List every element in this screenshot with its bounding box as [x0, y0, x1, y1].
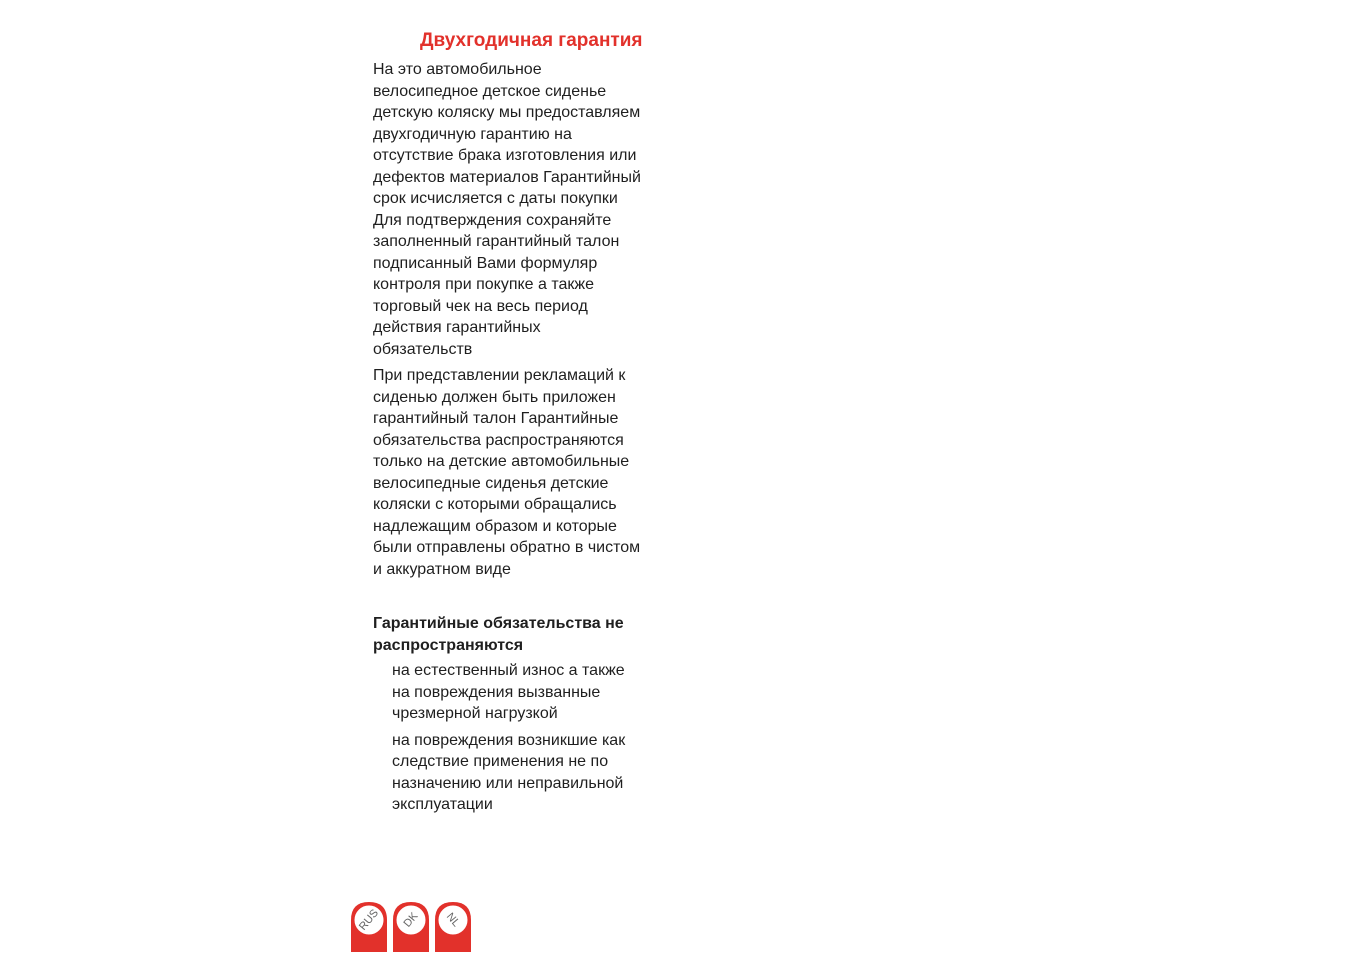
text-line: двухгодичную гарантию на [373, 125, 572, 143]
text-line: эксплуатации [392, 796, 493, 813]
text-line: на естественный износ а также [392, 662, 625, 679]
text-line: Для подтверждения сохраняйте [373, 211, 612, 229]
text-line: заполненный гарантийный талон [373, 233, 620, 250]
text-line: отсутствие брака изготовления или [373, 147, 637, 164]
text-line: и аккуратном виде [373, 560, 511, 578]
text-line: обязательств [373, 340, 473, 358]
list-item [392, 730, 665, 816]
text-line: коляски с которыми обращались [373, 496, 617, 513]
text-line: контроля при покупке а также [373, 276, 594, 293]
text-line: велосипедные сиденья детские [373, 474, 609, 492]
text-line: чрезмерной нагрузкой [392, 705, 558, 722]
language-tab-rus[interactable] [351, 902, 387, 952]
warranty-section [373, 28, 665, 821]
warranty-paragraph-2 [373, 365, 665, 580]
text-line: следствие применения не по [392, 753, 609, 770]
text-line: были отправлены обратно в чистом [373, 539, 641, 556]
warranty-paragraph-1 [373, 59, 665, 360]
exclusions-list [373, 660, 665, 816]
tab-label: RUS [356, 907, 382, 933]
text-line: только на детские автомобильные [373, 453, 630, 470]
text-line: надлежащим образом и которые [373, 517, 617, 535]
text-line: велосипедное детское сиденье [373, 82, 607, 100]
language-tab-nl[interactable] [435, 902, 471, 952]
text-line: гарантийный талон Гарантийные [373, 410, 619, 427]
text-line: детскую коляску мы предоставляем [373, 104, 641, 121]
text-line: дефектов материалов Гарантийный [373, 168, 641, 186]
text-line: сиденью должен быть приложен [373, 388, 616, 406]
list-item [392, 660, 665, 725]
text-line: обязательства распространяются [373, 431, 624, 449]
tab-label: DK [401, 910, 421, 930]
tab-label: NL [443, 910, 463, 930]
text-line: При представлении рекламаций к [373, 367, 626, 384]
text-line: действия гарантийных [373, 319, 541, 336]
exclusions-heading [373, 613, 665, 656]
text-line: срок исчисляется с даты покупки [373, 190, 618, 207]
text-line: На это автомобильное [373, 61, 542, 78]
heading-line: Гарантийные обязательства не [373, 615, 624, 632]
text-line: назначению или неправильной [392, 774, 624, 792]
text-line: на повреждения вызванные [392, 683, 601, 701]
text-line: подписанный Вами формуляр [373, 254, 598, 272]
text-line: торговый чек на весь период [373, 297, 588, 315]
text-line: на повреждения возникшие как [392, 731, 626, 749]
section-title: Двухгодичная гарантия [420, 30, 643, 51]
language-tab-dk[interactable] [393, 902, 429, 952]
heading-line: распространяются [373, 636, 524, 654]
